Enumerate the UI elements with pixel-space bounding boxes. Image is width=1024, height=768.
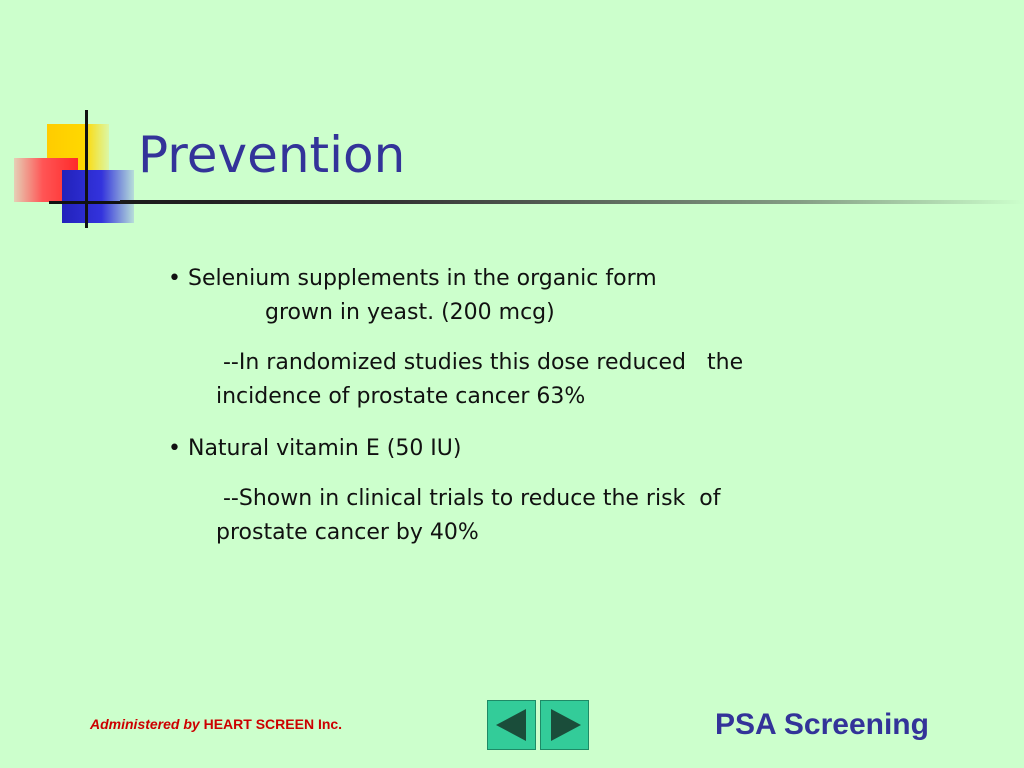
administered-by-label: Administered by <box>90 716 200 732</box>
bullet-text-continued: grown in yeast. (200 mcg) <box>265 300 555 325</box>
previous-slide-button[interactable] <box>487 700 536 750</box>
company-name: HEART SCREEN Inc. <box>203 716 343 732</box>
vertical-rule <box>85 110 88 228</box>
sub-point-text: --Shown in clinical trials to reduce the risk of <box>216 486 721 511</box>
blue-square <box>62 170 134 223</box>
slide-title: Prevention <box>138 126 406 184</box>
bullet-marker: • <box>168 266 181 291</box>
bullet-text: Selenium supplements in the organic form <box>187 266 657 291</box>
sub-point-text-continued: prostate cancer by 40% <box>216 520 479 545</box>
sub-point-text: --In randomized studies this dose reduced the <box>216 350 744 375</box>
triangle-left-icon <box>494 707 530 743</box>
slide-body <box>168 262 868 550</box>
bullet-text: Natural vitamin E (50 IU) <box>187 436 462 461</box>
triangle-right-icon <box>547 707 583 743</box>
footer-credit <box>90 716 342 732</box>
next-slide-button[interactable] <box>540 700 589 750</box>
slide-navigation <box>487 700 589 750</box>
title-underline <box>120 200 1024 204</box>
decorative-logo <box>0 0 140 240</box>
bullet-item <box>168 432 868 550</box>
bullet-item <box>168 262 868 414</box>
bullet-marker: • <box>168 436 181 461</box>
brand-label: PSA Screening <box>715 708 929 741</box>
sub-point-text-continued: incidence of prostate cancer 63% <box>216 384 586 409</box>
